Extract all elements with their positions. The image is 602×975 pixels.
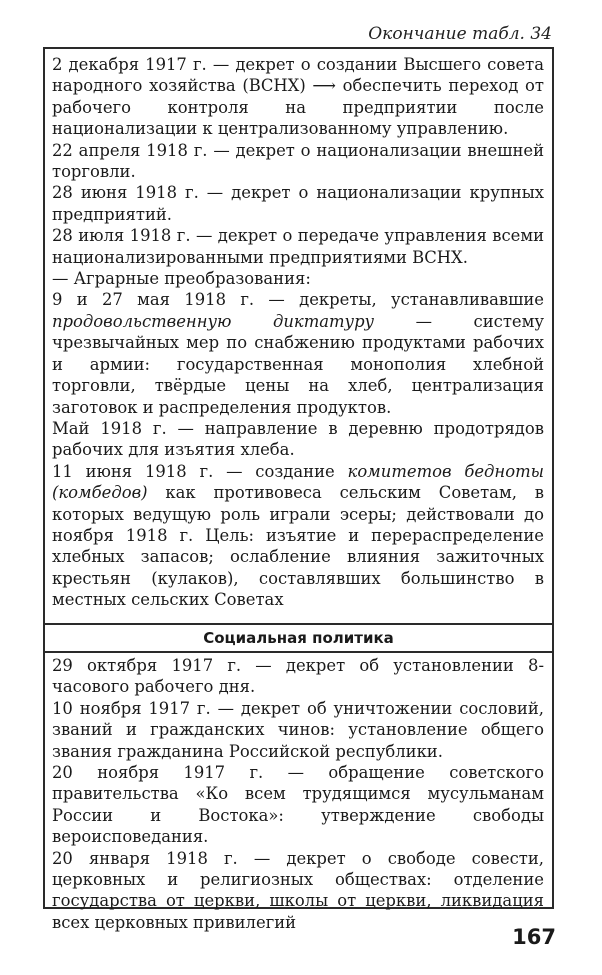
text-run: как противовеса сельским Советам, в которых ведущую роль играли эсеры; действовали до ноября 1918 г. Цель: изъятие и перераспределение хлебных запасов; ослабление влияния зажиточных крестьян (кулаков), составлявших большинство в местных сельских Советах [52,483,544,610]
table-continuation-caption: Окончание табл. 34 [368,24,552,44]
text-run: 11 июня 1918 г. — создание [52,461,348,481]
text-paragraph [52,461,544,611]
text-paragraph: 10 ноября 1917 г. — декрет об уничтожении сословий, званий и гражданских чинов: установление общего звания гражданина Российской республики. [52,698,544,761]
text-run: 9 и 27 мая 1918 г. — декреты, устанавливавшие [52,290,544,310]
text-paragraph: 28 июня 1918 г. — декрет о национализации крупных предприятий. [52,183,544,224]
text-paragraph: — Аграрные преобразования: [52,269,311,289]
italic-term: комитетов бедноты (комбедов) [52,461,544,503]
social-policy-cell [45,655,552,933]
text-paragraph: 2 декабря 1917 г. — декрет о создании Высшего совета народного хозяйства (ВСНХ) ⟶ обеспечить переход от рабочего контроля на предприятии после национализации к централизованному управлению. [52,55,544,139]
text-paragraph: 29 октября 1917 г. — декрет об установлении 8-часового рабочего дня. [52,656,544,697]
history-table [43,47,554,932]
text-paragraph: 20 ноября 1917 г. — обращение советского правительства «Ко всем трудящимся мусульманам России и Востока»: утверждение свободы вероисповедания. [52,763,544,847]
italic-term: продовольственную диктатуру [52,311,375,331]
economic-policy-cell [45,54,552,611]
section-header: Социальная политика [45,623,552,653]
text-paragraph [52,289,544,417]
text-paragraph: 28 июля 1918 г. — декрет о передаче управления всеми национализированными предприятиями ВСНХ. [52,226,544,267]
text-run: — систему чрезвычайных мер по снабжению продуктами рабочих и армии: государственная монополия хлебной торговли, твёрдые цены на хлеб, централизация заготовок и распределения продуктов. [52,311,544,417]
text-paragraph: 22 апреля 1918 г. — декрет о национализации внешней торговли. [52,140,544,182]
text-paragraph: Май 1918 г. — направление в деревню продотрядов рабочих для изъятия хлеба. [52,418,544,460]
page-number: 167 [512,925,556,949]
text-paragraph: 20 января 1918 г. — декрет о свободе совести, церковных и религиозных обществах: отделение государства от церкви, школы от церкви, ликвидация всех церковных привилегий [52,848,544,932]
